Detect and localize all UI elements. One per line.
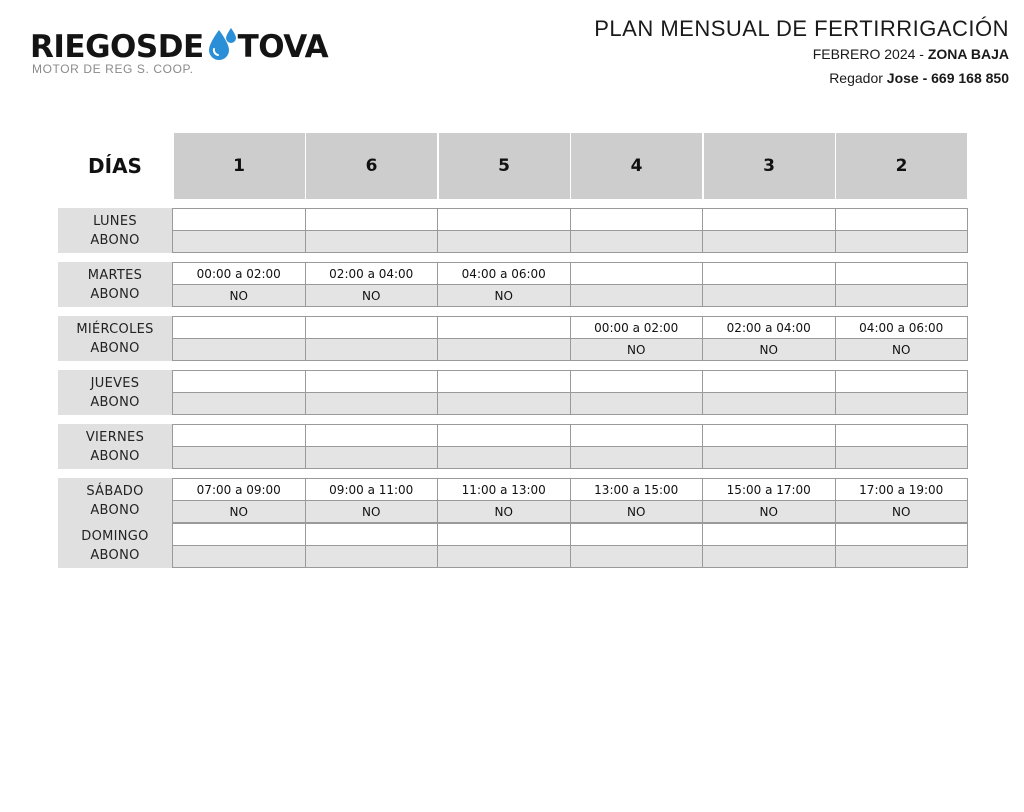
regador-label: Regador <box>829 70 887 86</box>
day-label <box>58 262 172 307</box>
column-header: 2 <box>836 133 967 199</box>
day-label <box>58 424 172 469</box>
time-cell: 15:00 a 17:00 <box>703 479 836 501</box>
brand-name-right: TOVA <box>237 29 329 65</box>
irrigation-time-row <box>173 371 968 393</box>
time-cell: 04:00 a 06:00 <box>836 317 969 339</box>
time-cell <box>438 425 571 447</box>
day-label <box>58 208 172 253</box>
abono-row <box>173 546 968 568</box>
period: FEBRERO 2024 - <box>812 46 928 62</box>
abono-cell <box>173 546 306 568</box>
abono-row <box>173 231 968 253</box>
abono-cell <box>438 339 571 361</box>
time-cell: 02:00 a 04:00 <box>306 263 439 285</box>
time-cell <box>438 371 571 393</box>
abono-cell <box>836 231 969 253</box>
abono-cell <box>306 231 439 253</box>
time-cell: 11:00 a 13:00 <box>438 479 571 501</box>
abono-label: ABONO <box>90 232 140 248</box>
time-cell: 00:00 a 02:00 <box>173 263 306 285</box>
abono-cell <box>836 393 969 415</box>
abono-cell <box>571 393 704 415</box>
day-name: LUNES <box>93 213 137 229</box>
abono-cell <box>571 546 704 568</box>
time-cell <box>571 371 704 393</box>
abono-row <box>173 285 968 307</box>
day-row-group <box>58 424 968 469</box>
time-cell <box>571 425 704 447</box>
abono-cell: NO <box>703 339 836 361</box>
abono-cell <box>306 339 439 361</box>
abono-row <box>173 393 968 415</box>
time-cell <box>438 524 571 546</box>
zone: ZONA BAJA <box>927 46 1009 62</box>
abono-cell <box>438 447 571 469</box>
time-cell: 00:00 a 02:00 <box>571 317 704 339</box>
abono-cell <box>703 393 836 415</box>
time-cell <box>306 317 439 339</box>
time-cell <box>836 524 969 546</box>
abono-cell: NO <box>306 501 439 523</box>
time-cell <box>703 371 836 393</box>
day-row-group <box>58 523 968 568</box>
abono-cell <box>306 393 439 415</box>
abono-cell: NO <box>438 501 571 523</box>
time-cell: 07:00 a 09:00 <box>173 479 306 501</box>
irrigation-time-row <box>173 263 968 285</box>
abono-cell <box>703 231 836 253</box>
abono-label: ABONO <box>90 286 140 302</box>
abono-cell: NO <box>571 339 704 361</box>
irrigation-time-row <box>173 317 968 339</box>
abono-cell <box>173 393 306 415</box>
time-cell <box>306 209 439 231</box>
abono-label: ABONO <box>90 547 140 563</box>
abono-cell: NO <box>438 285 571 307</box>
abono-label: ABONO <box>90 502 140 518</box>
time-cell <box>173 524 306 546</box>
day-cells <box>172 478 968 523</box>
time-cell <box>703 425 836 447</box>
brand-logo <box>30 24 370 80</box>
document-header <box>594 16 1009 87</box>
day-cells <box>172 208 968 253</box>
day-name: MIÉRCOLES <box>76 321 154 337</box>
day-name: SÁBADO <box>86 483 144 499</box>
day-name: VIERNES <box>85 429 145 445</box>
abono-cell <box>306 447 439 469</box>
column-header: 5 <box>439 133 570 199</box>
abono-cell <box>438 231 571 253</box>
day-row-group <box>58 208 968 253</box>
time-cell <box>173 371 306 393</box>
day-row-group <box>58 478 968 523</box>
day-label <box>58 316 172 361</box>
day-cells <box>172 424 968 469</box>
dias-label: DÍAS <box>88 154 142 178</box>
brand-subtitle: MOTOR DE REG S. COOP. <box>32 62 194 76</box>
time-cell <box>571 524 704 546</box>
regador-line <box>594 69 1009 87</box>
schedule-table <box>58 133 968 568</box>
abono-cell: NO <box>571 501 704 523</box>
time-cell <box>306 371 439 393</box>
abono-cell <box>571 231 704 253</box>
day-cells <box>172 370 968 415</box>
abono-row <box>173 501 968 523</box>
abono-cell <box>836 447 969 469</box>
day-label <box>58 523 172 568</box>
time-cell <box>438 209 571 231</box>
day-name: MARTES <box>87 267 143 283</box>
time-cell: 09:00 a 11:00 <box>306 479 439 501</box>
time-cell <box>571 209 704 231</box>
time-cell <box>836 263 969 285</box>
time-cell <box>836 425 969 447</box>
day-cells <box>172 523 968 568</box>
time-cell <box>438 317 571 339</box>
irrigation-time-row <box>173 209 968 231</box>
abono-cell: NO <box>306 285 439 307</box>
abono-cell: NO <box>836 501 969 523</box>
day-cells <box>172 316 968 361</box>
time-cell <box>836 209 969 231</box>
time-cell <box>306 425 439 447</box>
day-label <box>58 370 172 415</box>
table-header-row <box>58 133 968 199</box>
day-label <box>58 478 172 523</box>
water-drop-icon <box>205 26 239 64</box>
column-header: 1 <box>174 133 305 199</box>
time-cell <box>703 263 836 285</box>
abono-cell: NO <box>703 501 836 523</box>
brand-name-left: RIEGOSDE <box>30 29 204 65</box>
time-cell: 02:00 a 04:00 <box>703 317 836 339</box>
irrigation-time-row <box>173 479 968 501</box>
column-header: 6 <box>306 133 437 199</box>
document-title: PLAN MENSUAL DE FERTIRRIGACIÓN <box>594 16 1009 41</box>
abono-cell <box>173 339 306 361</box>
abono-cell <box>173 447 306 469</box>
abono-cell <box>703 546 836 568</box>
period-line <box>594 45 1009 63</box>
day-row-group <box>58 316 968 361</box>
day-name: JUEVES <box>90 375 140 391</box>
abono-cell <box>571 447 704 469</box>
abono-cell <box>173 231 306 253</box>
abono-label: ABONO <box>90 340 140 356</box>
abono-label: ABONO <box>90 448 140 464</box>
time-cell <box>703 524 836 546</box>
time-cell: 13:00 a 15:00 <box>571 479 704 501</box>
day-cells <box>172 262 968 307</box>
time-cell <box>173 209 306 231</box>
time-cell <box>703 209 836 231</box>
abono-cell <box>438 546 571 568</box>
abono-cell <box>571 285 704 307</box>
time-cell <box>173 317 306 339</box>
column-header: 4 <box>571 133 702 199</box>
time-cell <box>836 371 969 393</box>
abono-cell: NO <box>173 285 306 307</box>
irrigation-time-row <box>173 524 968 546</box>
irrigation-time-row <box>173 425 968 447</box>
time-cell: 17:00 a 19:00 <box>836 479 969 501</box>
abono-cell <box>703 447 836 469</box>
column-header: 3 <box>704 133 835 199</box>
day-row-group <box>58 370 968 415</box>
time-cell <box>571 263 704 285</box>
abono-cell: NO <box>836 339 969 361</box>
time-cell: 04:00 a 06:00 <box>438 263 571 285</box>
brand-name <box>30 28 328 66</box>
abono-label: ABONO <box>90 394 140 410</box>
abono-cell <box>703 285 836 307</box>
abono-cell <box>836 285 969 307</box>
day-name: DOMINGO <box>81 528 149 544</box>
abono-cell <box>438 393 571 415</box>
abono-cell: NO <box>173 501 306 523</box>
regador-name: Jose - 669 168 850 <box>886 70 1009 86</box>
day-row-group <box>58 262 968 307</box>
abono-row <box>173 447 968 469</box>
abono-cell <box>306 546 439 568</box>
abono-cell <box>836 546 969 568</box>
abono-row <box>173 339 968 361</box>
time-cell <box>173 425 306 447</box>
time-cell <box>306 524 439 546</box>
